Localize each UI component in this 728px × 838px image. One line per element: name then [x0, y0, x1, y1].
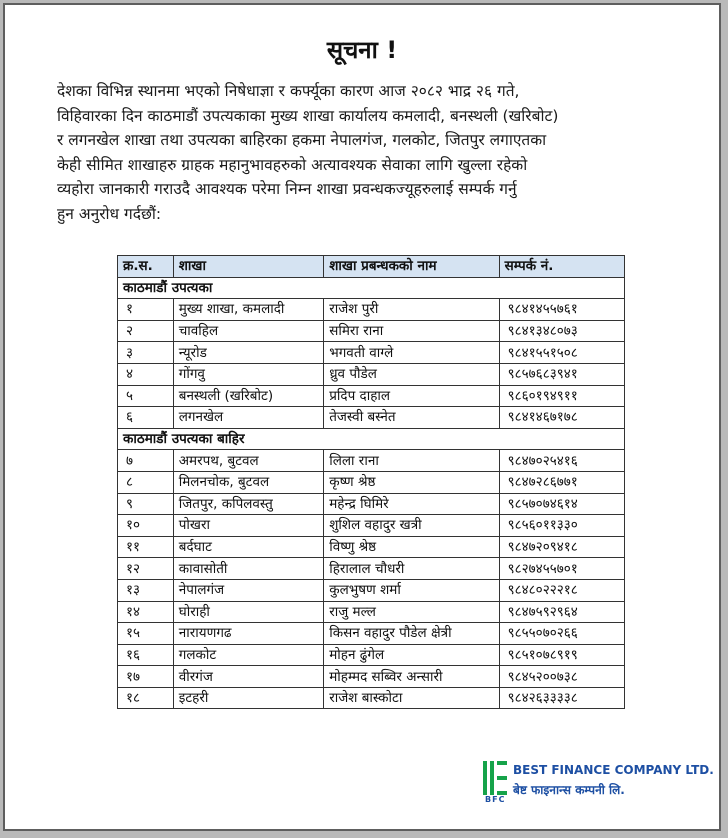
table-header-row — [118, 256, 625, 278]
paragraph-line: व्यहोरा जानकारी गराउदै आवश्यक परेमा निम्न शाखा प्रवन्धकज्यूहरुलाई सम्पर्क गर्नु — [57, 180, 517, 198]
contact-cell: ९८५६०११३३० — [499, 515, 624, 537]
serial-cell: १३ — [118, 579, 174, 601]
serial-cell: ११ — [118, 536, 174, 558]
manager-cell: मोहन ढुंगेल — [324, 644, 499, 666]
manager-cell: समिरा राना — [324, 320, 499, 342]
branch-cell: चावहिल — [173, 320, 323, 342]
table-row — [118, 558, 625, 580]
table-row — [118, 342, 625, 364]
manager-cell: तेजस्वी बस्नेत — [324, 407, 499, 429]
table-row — [118, 471, 625, 493]
contact-cell: ९८४७२८६७७१ — [499, 471, 624, 493]
manager-cell: कुलभुषण शर्मा — [324, 579, 499, 601]
serial-cell: ४ — [118, 363, 174, 385]
manager-cell: ध्रुव पौडेल — [324, 363, 499, 385]
manager-cell: शुशिल वहादुर खत्री — [324, 515, 499, 537]
serial-cell: ९ — [118, 493, 174, 515]
branch-contact-table — [117, 255, 625, 709]
contact-cell: ९८४७५९२९६४ — [499, 601, 624, 623]
paragraph-line: हुन अनुरोध गर्दछौं: — [57, 204, 162, 223]
serial-cell: ३ — [118, 342, 174, 364]
contact-cell: ९८४८०२२२१८ — [499, 579, 624, 601]
serial-cell: १७ — [118, 666, 174, 688]
section-heading: काठमाडौं उपत्यका — [118, 277, 625, 299]
table-row — [118, 320, 625, 342]
contact-cell: ९८४७०२५४१६ — [499, 450, 624, 472]
contact-cell: ९८४७२०९४१८ — [499, 536, 624, 558]
branch-cell: नेपालगंज — [173, 579, 323, 601]
branch-cell: गोंगवु — [173, 363, 323, 385]
manager-cell: प्रदिप दाहाल — [324, 385, 499, 407]
branch-cell: बर्दघाट — [173, 536, 323, 558]
paragraph-line: केही सीमित शाखाहरु ग्राहक महानुभावहरुको अत्यावश्यक सेवाका लागि खुल्ला रहेको — [57, 155, 528, 174]
manager-cell: कृष्ण श्रेष्ठ — [324, 471, 499, 493]
serial-cell: २ — [118, 320, 174, 342]
serial-cell: १४ — [118, 601, 174, 623]
logo-name-np: बेष्ट फाइनान्स कम्पनी लि. — [513, 783, 625, 797]
header-serial: क्र.स. — [118, 256, 174, 278]
manager-cell: भगवती वाग्ले — [324, 342, 499, 364]
contact-cell: ९८५७०७४६१४ — [499, 493, 624, 515]
header-branch: शाखा — [173, 256, 323, 278]
section-heading: काठमाडौं उपत्यका बाहिर — [118, 428, 625, 450]
serial-cell: १६ — [118, 644, 174, 666]
logo-name-en: BEST FINANCE COMPANY LTD. — [513, 763, 714, 777]
logo-bars-icon — [483, 761, 509, 795]
serial-cell: ६ — [118, 407, 174, 429]
branch-cell: वीरगंज — [173, 666, 323, 688]
contact-cell: ९८४५२००७३८ — [499, 666, 624, 688]
branch-cell: जितपुर, कपिलवस्तु — [173, 493, 323, 515]
branch-cell: न्यूरोड — [173, 342, 323, 364]
branch-cell: घोराही — [173, 601, 323, 623]
contact-cell: ९८४१३४८०७३ — [499, 320, 624, 342]
manager-cell: किसन वहादुर पौडेल क्षेत्री — [324, 623, 499, 645]
manager-cell: लिला राना — [324, 450, 499, 472]
contact-cell: ९८६०१९४९११ — [499, 385, 624, 407]
contact-cell: ९८४१४५५७६१ — [499, 299, 624, 321]
notice-paragraph — [57, 79, 687, 226]
contact-cell: ९८४२६३३३३८ — [499, 687, 624, 709]
table-row — [118, 515, 625, 537]
table-row — [118, 385, 625, 407]
table-row — [118, 299, 625, 321]
branch-cell: गलकोट — [173, 644, 323, 666]
serial-cell: ७ — [118, 450, 174, 472]
notice-title: सूचना ! — [326, 36, 398, 64]
section-heading-row — [118, 428, 625, 450]
table-row — [118, 666, 625, 688]
section-heading-row — [118, 277, 625, 299]
serial-cell: ५ — [118, 385, 174, 407]
branch-cell: मुख्य शाखा, कमलादी — [173, 299, 323, 321]
serial-cell: १८ — [118, 687, 174, 709]
paragraph-line: र लगनखेल शाखा तथा उपत्यका बाहिरका हकमा नेपालगंज, गलकोट, जितपुर लगाएतका — [57, 131, 547, 149]
branch-cell: लगनखेल — [173, 407, 323, 429]
manager-cell: राजु मल्ल — [324, 601, 499, 623]
manager-cell: मोहम्मद सब्विर अन्सारी — [324, 666, 499, 688]
serial-cell: १ — [118, 299, 174, 321]
contact-cell: ९८५१०७८९१९ — [499, 644, 624, 666]
serial-cell: १० — [118, 515, 174, 537]
table-row — [118, 623, 625, 645]
serial-cell: १५ — [118, 623, 174, 645]
branch-cell: अमरपथ, बुटवल — [173, 450, 323, 472]
contact-cell: ९८४१५५१५०८ — [499, 342, 624, 364]
table-row — [118, 363, 625, 385]
table-row — [118, 601, 625, 623]
branch-cell: मिलनचोक, बुटवल — [173, 471, 323, 493]
serial-cell: १२ — [118, 558, 174, 580]
manager-cell: राजेश बास्कोटा — [324, 687, 499, 709]
table-row — [118, 687, 625, 709]
table-row — [118, 536, 625, 558]
serial-cell: ८ — [118, 471, 174, 493]
manager-cell: विष्णु श्रेष्ठ — [324, 536, 499, 558]
table-row — [118, 407, 625, 429]
contact-cell: ९८५७६८३९४१ — [499, 363, 624, 385]
branch-cell: बनस्थली (खरिबोट) — [173, 385, 323, 407]
contact-cell: ९८४१४६७१७८ — [499, 407, 624, 429]
table-row — [118, 579, 625, 601]
paragraph-line: विहिवारका दिन काठमाडौं उपत्यकाका मुख्य शाखा कार्यालय कमलादी, बनस्थली (खरिबोट) — [57, 106, 559, 125]
branch-cell: कावासोती — [173, 558, 323, 580]
table-row — [118, 493, 625, 515]
header-contact: सम्पर्क नं. — [499, 256, 624, 278]
manager-cell: महेन्द्र घिमिरे — [324, 493, 499, 515]
manager-cell: राजेश पुरी — [324, 299, 499, 321]
branch-cell: इटहरी — [173, 687, 323, 709]
notice-frame — [3, 3, 721, 831]
logo-abbr: BFC — [485, 795, 506, 804]
table-row — [118, 450, 625, 472]
company-logo — [483, 757, 714, 805]
manager-cell: हिरालाल चौधरी — [324, 558, 499, 580]
branch-cell: नारायणगढ — [173, 623, 323, 645]
contact-cell: ९८२७४५५७०१ — [499, 558, 624, 580]
contact-cell: ९८५५०७०२६६ — [499, 623, 624, 645]
branch-cell: पोखरा — [173, 515, 323, 537]
header-manager: शाखा प्रबन्धकको नाम — [324, 256, 499, 278]
paragraph-line: देशका विभिन्न स्थानमा भएको निषेधाज्ञा र कर्फ्यूका कारण आज २०८२ भाद्र २६ गते, — [57, 82, 520, 100]
table-row — [118, 644, 625, 666]
